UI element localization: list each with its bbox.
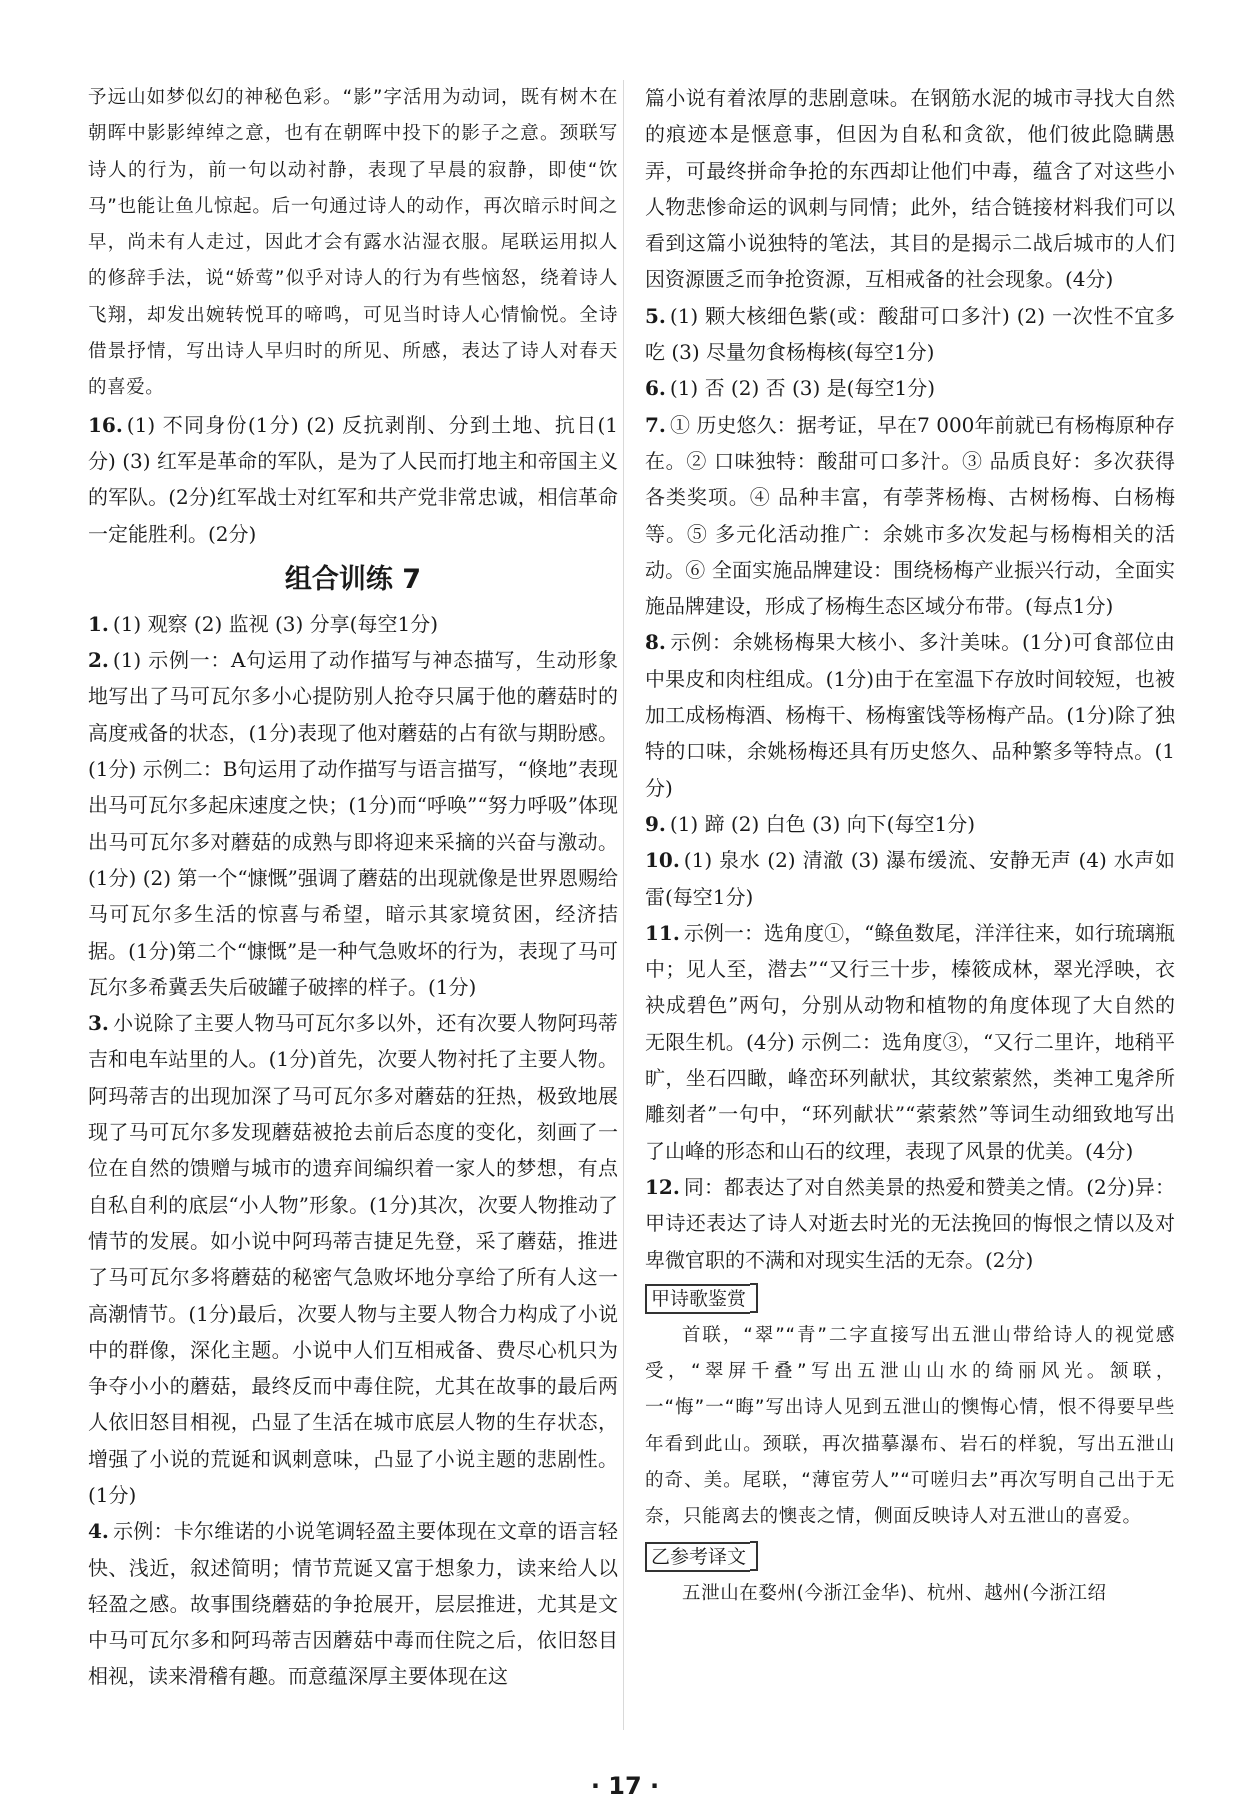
- page-number: · 17 ·: [590, 1772, 660, 1800]
- answer-6: [645, 370, 1175, 406]
- answer-text: (1) 否 (2) 否 (3) 是(每空1分): [669, 376, 935, 401]
- answer-text: (1) 观察 (2) 监视 (3) 分享(每空1分): [112, 611, 438, 636]
- answer-text: 示例：卡尔维诺的小说笔调轻盈主要体现在文章的语言轻快、浅近，叙述简明；情节荒诞又富于想象力，读来给人以轻盈之感。故事围绕蘑菇的争抢展开，层层推进，尤其是文中马可瓦尔多和阿玛蒂吉因蘑菇中毒而住院之后，依旧怒目相视，读来滑稽有趣。而意蕴深厚主要体现在这: [88, 1519, 618, 1689]
- answer-text: 示例一：选角度①，“鲦鱼数尾，洋洋往来，如行琉璃瓶中；见人至，潜去”“又行三十步，榛筱成林，翠光浮映，衣袂成碧色”两句，分别从动物和植物的角度体现了大自然的无限生机。(4分) 示例二：选角度③，“又行二里许，地稍平旷，坐石四瞰，峰峦环列献状，其纹萦萦然，类神工鬼斧所雕刻者”一句中，“环列献状”“萦萦然”等词生动细致地写出了山峰的形态和山石的纹理，表现了风景的优美。(4分): [645, 920, 1175, 1163]
- answer-12: [645, 1169, 1175, 1278]
- question-number: 10.: [645, 848, 680, 873]
- answer-10: [645, 842, 1175, 915]
- answer-text: (1) 泉水 (2) 清澈 (3) 瀑布缓流、安静无声 (4) 水声如雷(每空1分): [645, 848, 1175, 909]
- answer-text: (1) 不同身份(1分) (2) 反抗剥削、分到土地、抗日(1分) (3) 红军是革命的军队，是为了人民而打地主和帝国主义的军队。(2分)红军战士对红军和共产党非常忠诚，相信革命一定能胜利。(2分): [88, 412, 618, 546]
- answer-7: [645, 407, 1175, 625]
- answer-text: ① 历史悠久：据考证，早在7 000年前就已有杨梅原种存在。② 口味独特：酸甜可口多汁。③ 品质良好：多次获得各类奖项。④ 品种丰富，有荸荠杨梅、古树杨梅、白杨梅等。⑤ 多元化活动推广：余姚市多次发起与杨梅相关的活动。⑥ 全面实施品牌建设：围绕杨梅产业振兴行动，全面实施品牌建设，形成了杨梅生态区域分布带。(每点1分): [645, 412, 1175, 619]
- answer-4-continuation: 篇小说有着浓厚的悲剧意味。在钢筋水泥的城市寻找大自然的痕迹本是惬意事，但因为自私和贪欲，他们彼此隐瞒愚弄，可最终拼命争抢的东西却让他们中毒，蕴含了对这些小人物悲惨命运的讽刺与同情；此外，结合链接材料我们可以看到这篇小说独特的笔法，其目的是揭示二战后城市的人们因资源匮乏而争抢资源，互相戒备的社会现象。(4分): [645, 86, 1175, 292]
- answer-1: [88, 606, 618, 642]
- question-number: 4.: [88, 1519, 109, 1544]
- tag-reference-translation: [645, 1536, 1175, 1576]
- answer-11: [645, 915, 1175, 1169]
- question-number: 12.: [645, 1174, 680, 1199]
- right-column: [645, 80, 1175, 1612]
- tag-poem-appreciation: [645, 1278, 1175, 1318]
- bracket-end: [750, 1541, 758, 1571]
- answer-9: [645, 806, 1175, 842]
- page-number-value: 17: [608, 1772, 642, 1800]
- question-number: 5.: [645, 303, 666, 328]
- answer-4: [88, 1513, 618, 1694]
- answer-5: [645, 298, 1175, 371]
- bracket-end: [750, 1283, 758, 1313]
- answer-text: (1) 示例一：A句运用了动作描写与神态描写，生动形象地写出了马可瓦尔多小心提防别人抢夺只属于他的蘑菇时的高度戒备的状态，(1分)表现了他对蘑菇的占有欲与期盼感。(1分) 示例二：B句运用了动作描写与语言描写，“倏地”表现出马可瓦尔多起床速度之快；(1分)而“呼唤”“努力呼吸”体现出马可瓦尔多对蘑菇的成熟与即将迎来采摘的兴奋与激动。(1分) (2) 第一个“慷慨”强调了蘑菇的出现就像是世界恩赐给马可瓦尔多生活的惊喜与希望，暗示其家境贫困，经济拮据。(1分)第二个“慷慨”是一种气急败坏的行为，表现了马可瓦尔多希冀丢失后破罐子破摔的样子。(1分): [88, 648, 618, 999]
- answer-text: 示例：余姚杨梅果大核小、多汁美味。(1分)可食部位由中果皮和肉柱组成。(1分)由于在室温下存放时间较短，也被加工成杨梅酒、杨梅干、杨梅蜜饯等杨梅产品。(1分)除了独特的口味，余姚杨梅还具有历史悠久、品种繁多等特点。(1分): [645, 630, 1175, 800]
- tag-label: 乙参考译文: [645, 1542, 750, 1572]
- question-number: 8.: [645, 630, 666, 655]
- question-number: 11.: [645, 920, 680, 945]
- tag-label: 甲诗歌鉴赏: [645, 1284, 750, 1314]
- question-number: 1.: [88, 611, 109, 636]
- question-number: 6.: [645, 376, 666, 401]
- answer-2: [88, 642, 618, 1005]
- translation-text: 五泄山在婺州(今浙江金华)、杭州、越州(今浙江绍: [682, 1582, 1107, 1604]
- answer-8: [645, 624, 1175, 805]
- answer-3: [88, 1005, 618, 1513]
- answer-text: (1) 蹄 (2) 白色 (3) 向下(每空1分): [669, 811, 975, 836]
- answer-16: [88, 407, 618, 552]
- column-divider: [623, 80, 624, 1730]
- question-number: 16.: [88, 412, 123, 437]
- question-number: 7.: [645, 412, 666, 437]
- question-number: 2.: [88, 648, 109, 673]
- answer-text: (1) 颗大核细色紫(或：酸甜可口多汁) (2) 一次性不宜多吃 (3) 尽量勿食杨梅核(每空1分): [645, 303, 1175, 365]
- question-number: 3.: [88, 1011, 109, 1036]
- poem-appreciation-text: 首联，“翠”“青”二字直接写出五泄山带给诗人的视觉感受，“翠屏千叠”写出五泄山山水的绮丽风光。颔联，一“悔”一“晦”写出诗人见到五泄山的懊悔心情，恨不得要早些年看到此山。颈联，再次描摹瀑布、岩石的样貌，写出五泄山的奇、美。尾联，“薄宦劳人”“可嗟归去”再次写明自己出于无奈，只能离去的懊丧之情，侧面反映诗人对五泄山的喜爱。: [645, 1324, 1175, 1528]
- left-column: [88, 80, 618, 1695]
- answer-text: 同：都表达了对自然美景的热爱和赞美之情。(2分)异：甲诗还表达了诗人对逝去时光的无法挽回的悔恨之情以及对卑微官职的不满和对现实生活的无奈。(2分): [645, 1174, 1175, 1272]
- section-title: 组合训练 7: [284, 563, 422, 595]
- poem-analysis-continuation: 予远山如梦似幻的神秘色彩。“影”字活用为动词，既有树木在朝晖中影影绰绰之意，也有在朝晖中投下的影子之意。颈联写诗人的行为，前一句以动衬静，表现了早晨的寂静，即使“饮马”也能让鱼儿惊起。后一句通过诗人的动作，再次暗示时间之早，尚未有人走过，因此才会有露水沾湿衣服。尾联运用拟人的修辞手法，说“娇莺”似乎对诗人的行为有些恼怒，绕着诗人飞翔，却发出婉转悦耳的啼鸣，可见当时诗人心情愉悦。全诗借景抒情，写出诗人早归时的所见、所感，表达了诗人对春天的喜爱。: [88, 87, 618, 399]
- question-number: 9.: [645, 811, 666, 836]
- answer-text: 小说除了主要人物马可瓦尔多以外，还有次要人物阿玛蒂吉和电车站里的人。(1分)首先，次要人物衬托了主要人物。阿玛蒂吉的出现加深了马可瓦尔多对蘑菇的狂热，极致地展现了马可瓦尔多发现蘑菇被抢去前后态度的变化，刻画了一位在自然的馈赠与城市的遗弃间编织着一家人的梦想，有点自私自利的底层“小人物”形象。(1分)其次，次要人物推动了情节的发展。如小说中阿玛蒂吉捷足先登，采了蘑菇，推进了马可瓦尔多将蘑菇的秘密气急败坏地分享给了所有人这一高潮情节。(1分)最后，次要人物与主要人物合力构成了小说中的群像，深化主题。小说中人们互相戒备、费尽心机只为争夺小小的蘑菇，最终反而中毒住院，尤其在故事的最后两人依旧怒目相视，凸显了生活在城市底层人物的生存状态，增强了小说的荒诞和讽刺意味，凸显了小说主题的悲剧性。(1分): [88, 1011, 618, 1507]
